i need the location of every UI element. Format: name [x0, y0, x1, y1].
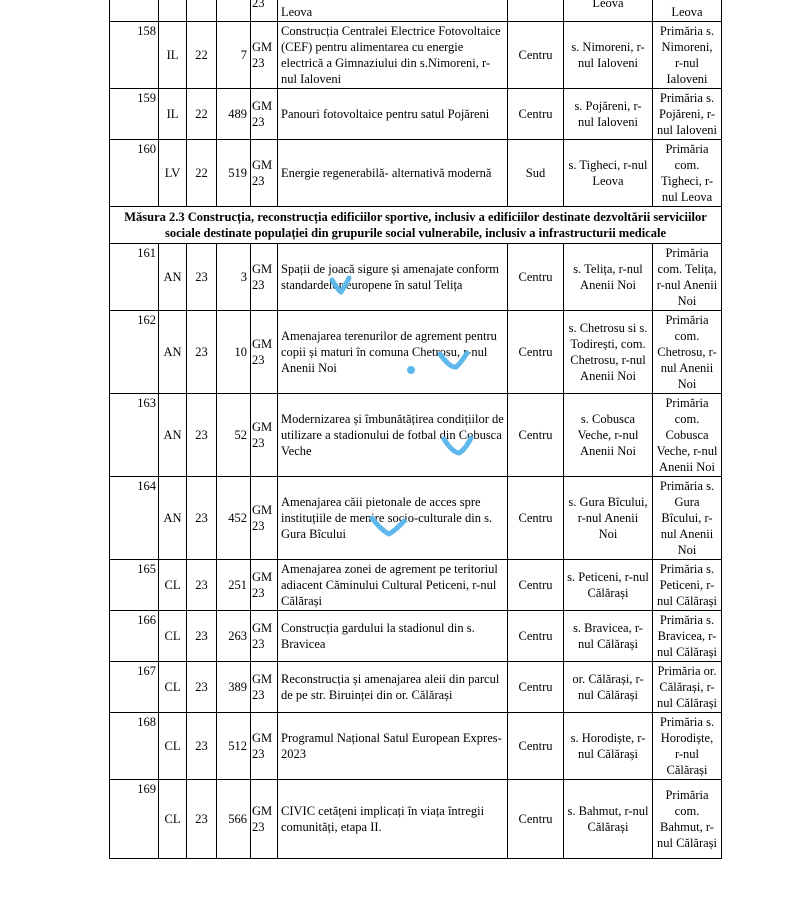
raion-cell: CL	[159, 611, 187, 662]
code-cell: 489	[217, 89, 251, 140]
row-number: 164	[110, 477, 159, 560]
row-number: 169	[110, 780, 159, 859]
project-title-cell: Programul Național Satul European Expres-2023	[278, 713, 508, 780]
beneficiary-cell: Primăria com. Chetrosu, r-nul Anenii Noi	[653, 311, 722, 394]
code-cell: 10	[217, 311, 251, 394]
row-number: 166	[110, 611, 159, 662]
project-title-cell: Amenajarea zonei de agrement pe teritoriul adiacent Căminului Cultural Peticeni, r-nul Călărași	[278, 560, 508, 611]
region-cell: Centru	[508, 560, 564, 611]
gm-cell: GM 23	[251, 477, 278, 560]
gm-cell: GM 23	[251, 140, 278, 207]
year-cell: 23	[187, 611, 217, 662]
table-row	[110, 89, 722, 140]
region-cell: Centru	[508, 477, 564, 560]
raion-cell: AN	[159, 244, 187, 311]
region-cell: Centru	[508, 22, 564, 89]
region-cell: Centru	[508, 89, 564, 140]
year-cell: 22	[187, 22, 217, 89]
code-cell: 566	[217, 780, 251, 859]
row-number: 162	[110, 311, 159, 394]
beneficiary-cell: Primăria com. Telița, r-nul Anenii Noi	[653, 244, 722, 311]
gm-cell: GM 23	[251, 89, 278, 140]
year-cell: 23	[187, 244, 217, 311]
raion-cell: AN	[159, 477, 187, 560]
row-number: 167	[110, 662, 159, 713]
region-cell: Centru	[508, 244, 564, 311]
locality-cell: s. Horodiște, r-nul Călărași	[564, 713, 653, 780]
project-title-cell: CIVIC cetățeni implicați în viața întregii comunități, etapa II.	[278, 780, 508, 859]
year-cell: 22	[187, 89, 217, 140]
project-title-cell: Amenajarea terenurilor de agrement pentru copii și maturi în comuna Chetrosu, r-nul Anenii Noi	[278, 311, 508, 394]
locality-cell: s. Peticeni, r-nul Călărași	[564, 560, 653, 611]
table-row	[110, 394, 722, 477]
locality-cell: s. Bahmut, r-nul Călărași	[564, 780, 653, 859]
row-number: 159	[110, 89, 159, 140]
gm-cell: GM 23	[251, 780, 278, 859]
year-cell: 23	[187, 662, 217, 713]
project-title-cell: Energie regenerabilă- alternativă modernă	[278, 140, 508, 207]
beneficiary-cell: Primăria s. Gura Bîcului, r-nul Anenii Noi	[653, 477, 722, 560]
gm-cell: GM 23	[251, 22, 278, 89]
region-cell: Centru	[508, 662, 564, 713]
row-number	[110, 0, 159, 22]
project-title-cell: Construcția Centralei Electrice Fotovoltaice (CEF) pentru alimentarea cu energie electrică a Gimnaziului din s.Nimoreni, r-nul Ialoveni	[278, 22, 508, 89]
locality-cell: s. Pojăreni, r-nul Ialoveni	[564, 89, 653, 140]
raion-cell: CL	[159, 560, 187, 611]
year-cell: 23	[187, 780, 217, 859]
code-cell: 52	[217, 394, 251, 477]
table-row	[110, 0, 722, 22]
project-title-cell: Construcția gardului la stadionul din s. Bravicea	[278, 611, 508, 662]
locality-cell: s. Gura Bîcului, r-nul Anenii Noi	[564, 477, 653, 560]
beneficiary-cell: Primăria or. Călărași, r-nul Călărași	[653, 662, 722, 713]
beneficiary-cell: Primăria s. Nimoreni, r-nul Ialoveni	[653, 22, 722, 89]
table-row	[110, 22, 722, 89]
locality-text: Leova	[278, 0, 508, 22]
locality-cell: or. Călărași, r-nul Călărași	[564, 662, 653, 713]
gm-cell: GM 23	[251, 713, 278, 780]
project-title-cell: Spații de joacă sigure și amenajate conform standardelor europene în satul Telița	[278, 244, 508, 311]
row-number: 160	[110, 140, 159, 207]
beneficiary-cell: Primăria com. Cobusca Veche, r-nul Anenii Noi	[653, 394, 722, 477]
year-cell: 22	[187, 140, 217, 207]
locality-cell: s. Nimoreni, r-nul Ialoveni	[564, 22, 653, 89]
year-cell: 23	[187, 477, 217, 560]
table-row	[110, 311, 722, 394]
code-cell: 519	[217, 140, 251, 207]
project-title-cell: Amenajarea căii pietonale de acces spre instituțiile de menire socio-culturale din s. Gura Bîcului	[278, 477, 508, 560]
locality-cell: s. Tigheci, r-nul Leova	[564, 140, 653, 207]
region-cell	[508, 0, 564, 22]
gm-cell: GM 23	[251, 611, 278, 662]
row-number: 163	[110, 394, 159, 477]
beneficiary-cell: Primăria s. Peticeni, r-nul Călărași	[653, 560, 722, 611]
year-cell	[187, 0, 217, 22]
raion-cell: IL	[159, 22, 187, 89]
gm-cell: GM 23	[251, 662, 278, 713]
projects-table	[109, 0, 722, 859]
locality-cell: s. Chetrosu si s. Todirești, com. Chetrosu, r-nul Anenii Noi	[564, 311, 653, 394]
beneficiary-cell: Primăria s. Horodiște, r-nul Călărași	[653, 713, 722, 780]
table-row	[110, 140, 722, 207]
measure-heading-row	[110, 207, 722, 244]
region-cell: Centru	[508, 713, 564, 780]
row-number: 165	[110, 560, 159, 611]
project-title-cell: Panouri fotovoltaice pentru satul Pojăreni	[278, 89, 508, 140]
region-cell: Centru	[508, 394, 564, 477]
year-cell: 23	[187, 394, 217, 477]
raion-cell: CL	[159, 780, 187, 859]
year-cell: 23	[187, 311, 217, 394]
code-cell	[217, 0, 251, 22]
table-row	[110, 713, 722, 780]
gm-cell: GM 23	[251, 560, 278, 611]
raion-cell: IL	[159, 89, 187, 140]
raion-cell	[159, 0, 187, 22]
row-number: 158	[110, 22, 159, 89]
gm-cell: GM 23	[251, 311, 278, 394]
gm-cell: GM 23	[251, 244, 278, 311]
table-row	[110, 662, 722, 713]
raion-cell: LV	[159, 140, 187, 207]
table-row	[110, 244, 722, 311]
project-title-cell: Modernizarea și îmbunătățirea condițiilor de utilizare a stadionului de fotbal din Cobusca Veche	[278, 394, 508, 477]
raion-cell: CL	[159, 662, 187, 713]
row-number: 161	[110, 244, 159, 311]
project-title-cell: Reconstrucția și amenajarea aleii din parcul de pe str. Biruinței din or. Călărași	[278, 662, 508, 713]
region-cell: Centru	[508, 611, 564, 662]
locality-cell: s. Telița, r-nul Anenii Noi	[564, 244, 653, 311]
code-cell: 263	[217, 611, 251, 662]
locality-cell: s. Bravicea, r-nul Călărași	[564, 611, 653, 662]
raion-cell: AN	[159, 394, 187, 477]
region-cell: Centru	[508, 311, 564, 394]
measure-heading: Măsura 2.3 Construcția, reconstrucția edificiilor sportive, inclusiv a edificiilor destinate dezvoltării serviciilor sociale destinate populației din grupurile social vulnerabile, inclusiv a infrastructurii medicale	[110, 207, 722, 244]
beneficiary-cell: Primăria s. Bravicea, r-nul Călărași	[653, 611, 722, 662]
locality-cell: Leova	[564, 0, 653, 22]
locality-cell: s. Cobusca Veche, r-nul Anenii Noi	[564, 394, 653, 477]
region-cell: Sud	[508, 140, 564, 207]
beneficiary-cell: Primăria s. Pojăreni, r-nul Ialoveni	[653, 89, 722, 140]
raion-cell: CL	[159, 713, 187, 780]
region-cell: Centru	[508, 780, 564, 859]
table-row	[110, 780, 722, 859]
code-cell: 3	[217, 244, 251, 311]
beneficiary-cell: Primăria com. Bahmut, r-nul Călărași	[653, 780, 722, 859]
gm-cell: 23	[251, 0, 278, 22]
code-cell: 7	[217, 22, 251, 89]
code-cell: 452	[217, 477, 251, 560]
beneficiary-cell: Leova	[653, 0, 722, 22]
table-row	[110, 611, 722, 662]
table-row	[110, 477, 722, 560]
row-number: 168	[110, 713, 159, 780]
year-cell: 23	[187, 713, 217, 780]
gm-cell: GM 23	[251, 394, 278, 477]
raion-cell: AN	[159, 311, 187, 394]
code-cell: 251	[217, 560, 251, 611]
code-cell: 389	[217, 662, 251, 713]
beneficiary-cell: Primăria com. Tigheci, r-nul Leova	[653, 140, 722, 207]
code-cell: 512	[217, 713, 251, 780]
table-row	[110, 560, 722, 611]
year-cell: 23	[187, 560, 217, 611]
